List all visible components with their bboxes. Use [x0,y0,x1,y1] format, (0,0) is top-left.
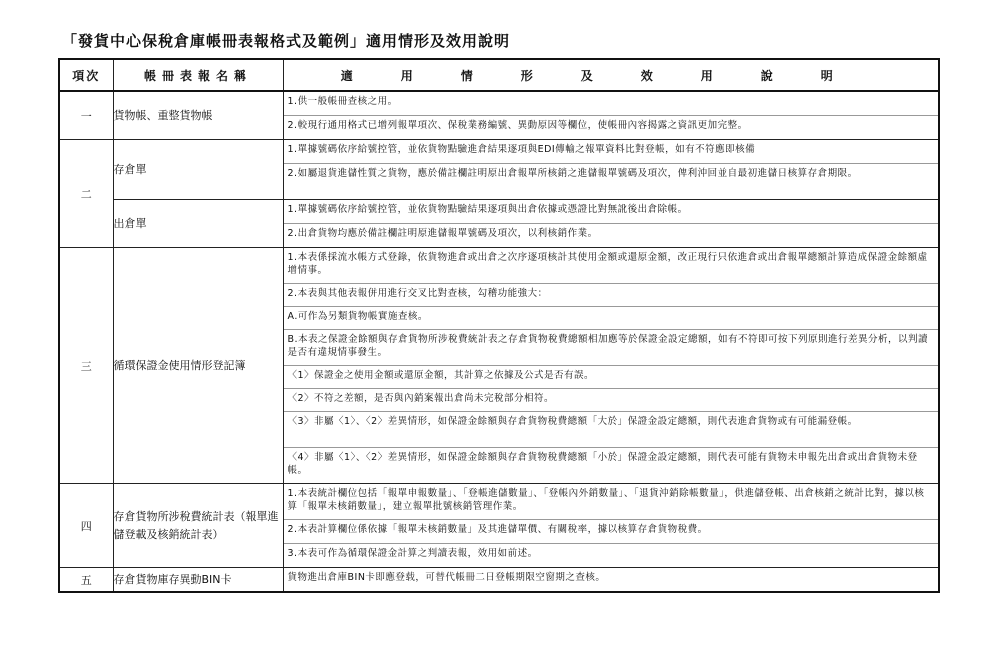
row-desc [283,91,939,140]
desc-line: 〈2〉不符之差額，是否與內銷案報出倉尚未完稅部分相符。 [284,388,939,411]
desc-line: 貨物進出倉庫BIN卡即應登载，可替代帳冊二日登帳期限空窗期之查核。 [287,572,606,583]
row-name: 存倉貨物所涉稅費統計表（報單進儲登載及核銷統計表） [113,484,283,568]
row-no: 二 [59,140,113,248]
row-name: 循環保證金使用情形登記簿 [113,248,283,484]
row-no: 一 [59,91,113,140]
desc-line: 1.單據號碼依序給號控管，並依貨物點驗結果逐項與出倉依據或憑證比對無訛後出倉除帳。 [287,204,688,215]
desc-line: 1.本表係採流水帳方式登錄，依貨物進倉或出倉之次序逐項核計其使用金額或還原金額，改正現行只依進倉或出倉報單總額計算造成保證金餘額虛增情事。 [287,252,928,276]
table-row [59,140,939,200]
desc-line: 2.如屬退貨進儲性質之貨物，應於備註欄註明原出倉報單所核銷之進儲報單號碼及項次，俾利沖回並自最初進儲日核算存倉期限。 [284,163,939,199]
row-desc [283,568,939,593]
desc-line: 1.供一般帳冊查核之用。 [287,96,398,107]
desc-line: 2.本表計算欄位係依據「報單未核銷數量」及其進儲單價、有關稅率，據以核算存倉貨物稅費。 [284,519,939,543]
page-title: 「發貨中心保稅倉庫帳冊表報格式及範例」適用情形及效用說明 [62,32,511,50]
desc-line: 2.出倉貨物均應於備註欄註明原進儲報單號碼及項次，以利核銷作業。 [284,223,939,247]
row-name: 存倉單 [113,140,283,200]
desc-line: 1.本表統計欄位包括「報單申報數量」、「登帳進儲數量」、「登帳內外銷數量」、「退貨沖銷除帳數量」，供進儲登帳、出倉核銷之統計比對，據以核算「報單未核銷數量」，建立報單批號核銷管理作業。 [287,488,925,512]
row-no: 三 [59,248,113,484]
row-no: 四 [59,484,113,568]
header-desc: 適用情形及效用說明 [283,59,939,91]
table-row [59,484,939,568]
desc-line: 2.本表與其他表報併用進行交叉比對查核，勾稽功能強大： [284,283,939,306]
row-desc [283,248,939,484]
header-no: 項次 [59,59,113,91]
header-name: 帳冊表報名稱 [113,59,283,91]
desc-line: A.可作為另類貨物帳實施查核。 [284,306,939,329]
table-row [59,200,939,248]
desc-line: 2.較現行通用格式已增列報單項次、保稅業務編號、異動原因等欄位，使帳冊內容揭露之資訊更加完整。 [284,115,939,139]
row-desc [283,140,939,200]
desc-line: B.本表之保證金餘額與存倉貨物所涉稅費統計表之存倉貨物稅費總額相加應等於保證金設定總額，如有不符即可按下列原則進行差異分析，以判讀是否有違規情事發生。 [284,329,939,365]
header-row [59,59,939,91]
row-desc [283,200,939,248]
desc-line: 1.單據號碼依序給號控管，並依貨物點驗進倉結果逐項與EDI傳輸之報單資料比對登帳，如有不符應即核備 [287,144,756,155]
table-row [59,568,939,593]
desc-line: 3.本表可作為循環保證金計算之判讀表報，效用如前述。 [284,543,939,567]
row-name: 存倉貨物庫存異動BIN卡 [113,568,283,593]
desc-line: 〈3〉非屬〈1〉、〈2〉差異情形，如保證金餘額與存倉貨物稅費總額「大於」保證金設定總額，則代表進倉貨物或有可能漏登帳。 [284,411,939,447]
row-name: 貨物帳、重整貨物帳 [113,91,283,140]
desc-line: 〈1〉保證金之使用金額或還原金額，其計算之依據及公式是否有誤。 [284,365,939,388]
table-row [59,91,939,140]
row-no: 五 [59,568,113,593]
row-name: 出倉單 [113,200,283,248]
table-row [59,248,939,484]
desc-line: 〈4〉非屬〈1〉、〈2〉差異情形，如保證金餘額與存倉貨物稅費總額「小於」保證金設定總額，則代表可能有貨物未申報先出倉或出倉貨物未登帳。 [284,447,939,483]
row-desc [283,484,939,568]
spec-table [58,58,940,593]
